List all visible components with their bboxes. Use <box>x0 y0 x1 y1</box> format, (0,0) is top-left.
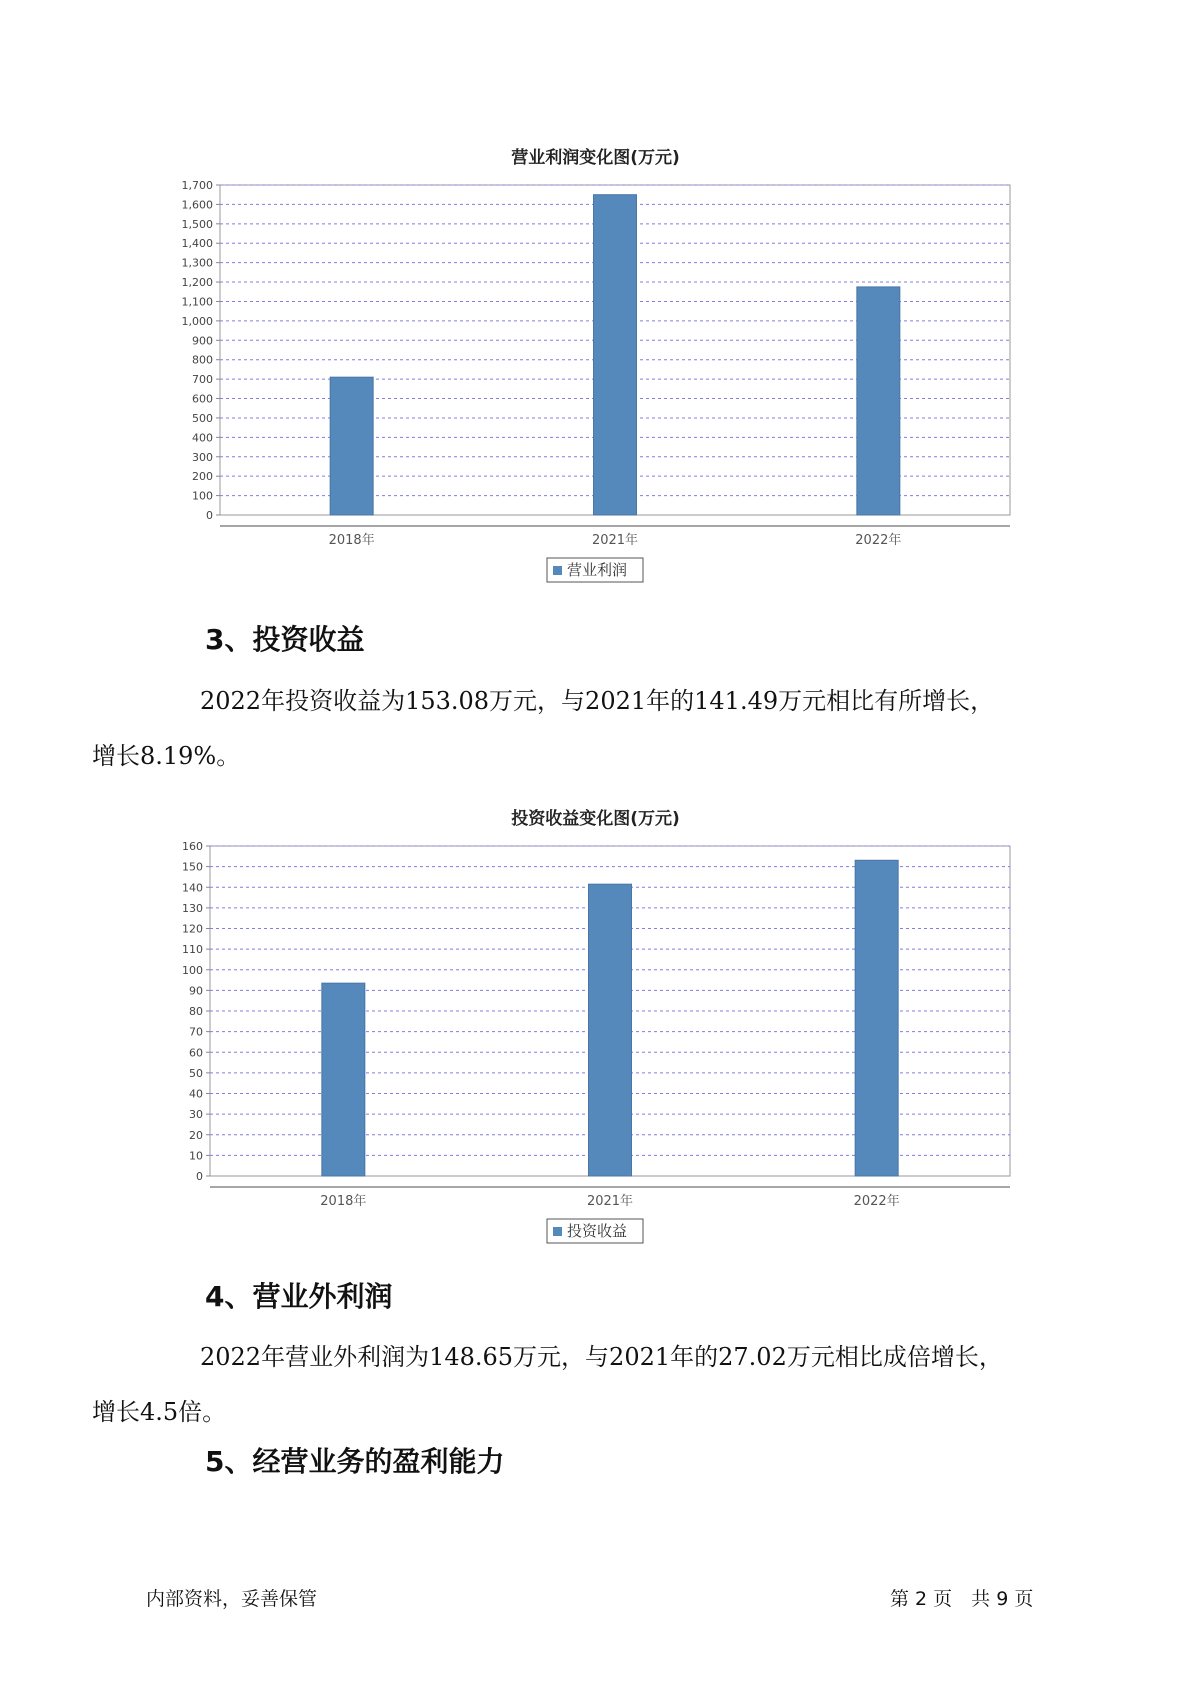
section-3-paragraph <box>92 674 1076 784</box>
section-3-line-1: 2022年投资收益为153.08万元，与2021年的141.49万元相比有所增长， <box>200 687 995 715</box>
chart-2-title: 投资收益变化图(万元) <box>511 809 680 829</box>
y-tick-label: 130 <box>182 901 203 915</box>
legend-label: 投资收益 <box>567 1222 628 1240</box>
y-tick-label: 50 <box>189 1066 203 1080</box>
y-tick-label: 1,700 <box>181 179 213 192</box>
footer-page-number: 第 2 页 共 9 页 <box>890 1588 1034 1610</box>
section-5-heading: 5、经营业务的盈利能力 <box>205 1445 505 1478</box>
section-4-paragraph <box>92 1330 1076 1440</box>
legend-swatch <box>553 1227 562 1236</box>
bar-2021年 <box>589 884 632 1176</box>
y-tick-label: 700 <box>192 373 213 387</box>
y-tick-label: 1,100 <box>181 295 213 309</box>
legend <box>547 558 643 582</box>
y-tick-label: 20 <box>189 1128 203 1142</box>
x-tick-label: 2018年 <box>320 1194 367 1209</box>
y-tick-label: 1,200 <box>181 276 213 290</box>
y-tick-label: 30 <box>189 1108 203 1122</box>
y-tick-label: 110 <box>182 943 203 957</box>
section-4-heading: 4、营业外利润 <box>205 1280 393 1313</box>
section-4-line-2: 增长4.5倍。 <box>92 1398 227 1426</box>
y-tick-label: 300 <box>192 450 213 464</box>
y-tick-label: 800 <box>192 353 213 367</box>
y-tick-label: 150 <box>182 860 203 874</box>
legend-label: 营业利润 <box>567 561 628 579</box>
bar-2018年 <box>330 377 373 515</box>
y-tick-label: 140 <box>182 881 203 895</box>
section-4-line-1: 2022年营业外利润为148.65万元，与2021年的27.02万元相比成倍增长， <box>200 1343 1003 1371</box>
y-tick-label: 1,000 <box>181 314 213 328</box>
x-tick-label: 2022年 <box>855 533 902 548</box>
x-tick-label: 2022年 <box>853 1194 900 1209</box>
y-tick-label: 1,500 <box>181 217 213 231</box>
y-tick-label: 100 <box>192 489 213 503</box>
legend-swatch <box>553 566 562 575</box>
y-tick-label: 40 <box>189 1087 203 1101</box>
y-tick-label: 400 <box>192 431 213 445</box>
bar-2022年 <box>855 860 898 1176</box>
y-tick-label: 1,600 <box>181 198 213 212</box>
bar-2022年 <box>857 287 900 515</box>
y-tick-label: 0 <box>206 509 213 522</box>
chart-1-title: 营业利润变化图(万元) <box>511 148 680 168</box>
section-3-heading: 3、投资收益 <box>205 623 365 656</box>
x-tick-label: 2021年 <box>591 533 639 548</box>
y-tick-label: 160 <box>182 840 203 853</box>
y-tick-label: 900 <box>192 334 213 348</box>
footer-confidential-note: 内部资料，妥善保管 <box>146 1588 318 1610</box>
y-tick-label: 10 <box>189 1149 203 1163</box>
y-tick-label: 1,300 <box>181 256 213 270</box>
operating-profit-bar-chart <box>0 175 1191 595</box>
y-tick-label: 80 <box>189 1005 203 1018</box>
section-3-line-2: 增长8.19%。 <box>92 742 241 770</box>
investment-income-bar-chart <box>0 836 1191 1256</box>
x-tick-label: 2018年 <box>328 533 375 548</box>
y-tick-label: 70 <box>189 1025 203 1039</box>
y-tick-label: 100 <box>182 963 203 977</box>
y-tick-label: 60 <box>189 1046 203 1060</box>
y-tick-label: 90 <box>189 984 203 998</box>
legend <box>547 1219 643 1243</box>
bar-2018年 <box>322 983 365 1176</box>
y-tick-label: 120 <box>182 922 203 936</box>
bar-2021年 <box>594 195 637 515</box>
y-tick-label: 200 <box>192 470 213 484</box>
x-tick-label: 2021年 <box>586 1194 634 1209</box>
y-tick-label: 600 <box>192 392 213 406</box>
y-tick-label: 1,400 <box>181 237 213 251</box>
y-tick-label: 0 <box>196 1170 203 1183</box>
y-tick-label: 500 <box>192 411 213 425</box>
